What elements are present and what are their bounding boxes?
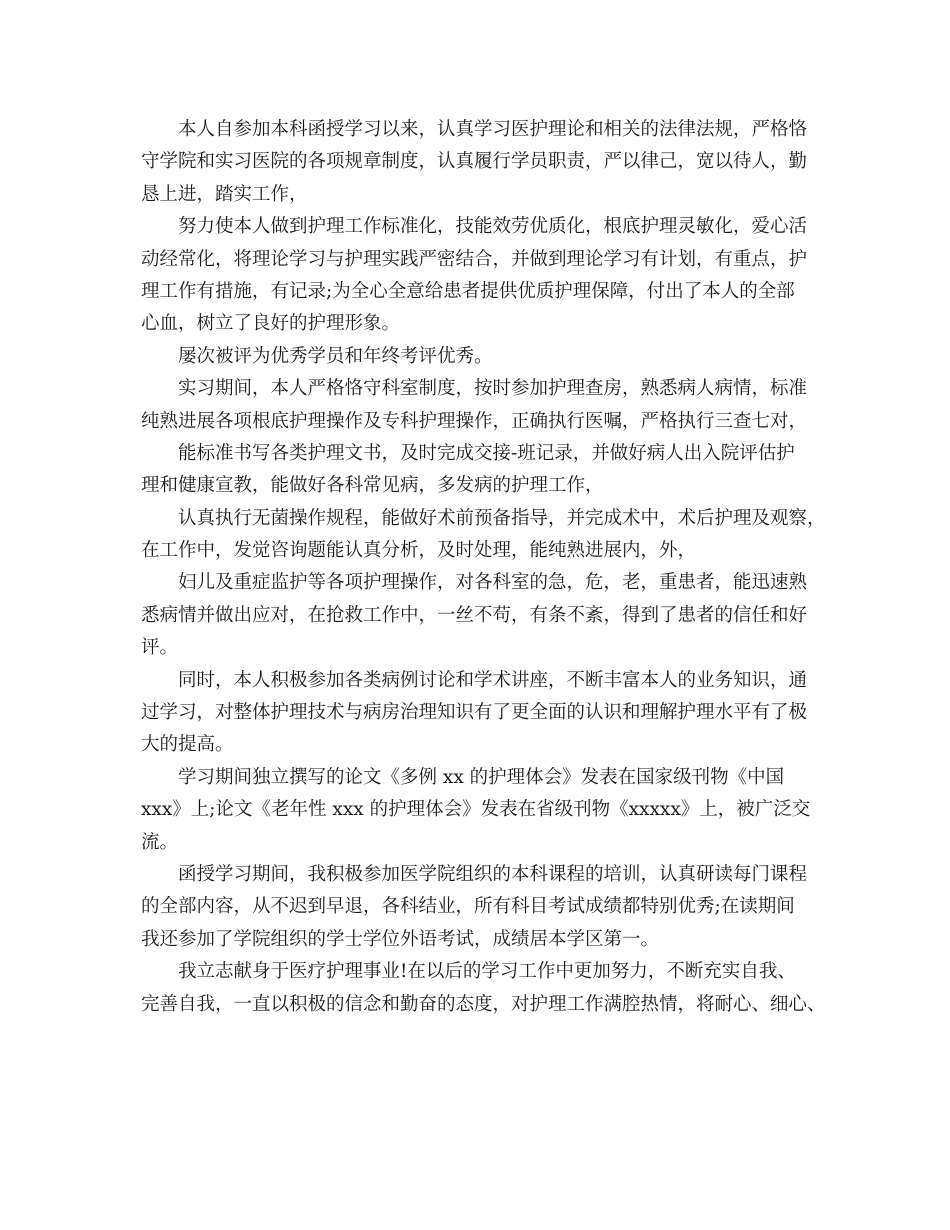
paragraph: [141, 211, 831, 341]
paragraph: [141, 567, 831, 664]
text-line: 纯熟进展各项根底护理操作及专科护理操作，正确执行医嘱，严格执行三查七对，: [141, 410, 808, 432]
text-line: 守学院和实习医院的各项规章制度，认真履行学员职责，严以律己，宽以待人，勤: [141, 151, 808, 173]
text-line: 动经常化，将理论学习与护理实践严密结合，并做到理论学习有计划，有重点，护: [141, 248, 808, 270]
text-line: 能标准书写各类护理文书，及时完成交接-班记录，并做好病人出入院评估护: [178, 442, 795, 464]
paragraph: [141, 341, 831, 373]
text-line: 心血，树立了良好的护理形象。: [141, 313, 401, 335]
text-line: 努力使本人做到护理工作标准化，技能效劳优质化，根底护理灵敏化，爱心活: [178, 216, 808, 238]
text-line: 过学习，对整体护理技术与病房治理知识有了更全面的认识和理解护理水平有了极: [141, 702, 808, 724]
text-line: 在工作中，发觉咨询题能认真分析，及时处理，能纯熟进展内，外，: [141, 540, 697, 562]
text-line: 妇儿及重症监护等各项护理操作，对各科室的急，危，老，重患者，能迅速熟: [178, 572, 808, 594]
text-line: 同时，本人积极参加各类病例讨论和学术讲座，不断丰富本人的业务知识，通: [178, 669, 808, 691]
text-line: 理和健康宣教，能做好各科常见病，多发病的护理工作，: [141, 475, 604, 497]
text-line: 我立志献身于医疗护理事业!在以后的学习工作中更加努力，不断充实自我、: [178, 961, 796, 983]
text-line: 学习期间独立撰写的论文《多例 xx 的护理体会》发表在国家级刊物《中国: [178, 766, 785, 788]
text-line: 流。: [141, 831, 179, 853]
paragraph: [141, 762, 831, 859]
text-line: 本人自参加本科函授学习以来，认真学习医护理论和相关的法律法规，严格恪: [178, 119, 808, 140]
text-line: 的全部内容，从不迟到早退，各科结业，所有科目考试成绩都特别优秀;在读期间: [141, 896, 795, 918]
text-line: 我还参加了学院组织的学士学位外语考试，成绩居本学区第一。: [141, 928, 660, 950]
text-line: 大的提高。: [141, 734, 234, 756]
paragraph: [141, 114, 831, 211]
text-line: 完善自我，一直以积极的信念和勤奋的态度，对护理工作满腔热情，将耐心、细心、: [141, 993, 826, 1015]
text-line: 实习期间，本人严格恪守科室制度，按时参加护理查房，熟悉病人病情，标准: [178, 378, 808, 400]
paragraph: [141, 859, 831, 956]
paragraph: [141, 503, 831, 568]
text-line: 评。: [141, 637, 179, 659]
text-line: 函授学习期间，我积极参加医学院组织的本科课程的培训，认真研读每门课程: [178, 863, 808, 885]
text-line: 认真执行无菌操作规程，能做好术前预备指导，并完成术中，术后护理及观察，: [178, 507, 826, 529]
text-line: 悉病情并做出应对，在抢救工作中，一丝不苟，有条不紊，得到了患者的信任和好: [141, 604, 808, 626]
paragraph: [141, 438, 831, 503]
text-line: 屡次被评为优秀学员和年终考评优秀。: [178, 345, 493, 367]
paragraph: [141, 373, 831, 438]
document-body: [141, 114, 831, 1021]
paragraph: [141, 665, 831, 762]
text-line: 理工作有措施，有记录;为全心全意给患者提供优质护理保障，付出了本人的全部: [141, 280, 795, 302]
paragraph: [141, 956, 831, 1021]
text-line: 恳上进，踏实工作，: [141, 183, 308, 205]
text-line: xxx》上;论文《老年性 xxx 的护理体会》发表在省级刊物《xxxxx》上，被广泛交: [141, 799, 811, 821]
